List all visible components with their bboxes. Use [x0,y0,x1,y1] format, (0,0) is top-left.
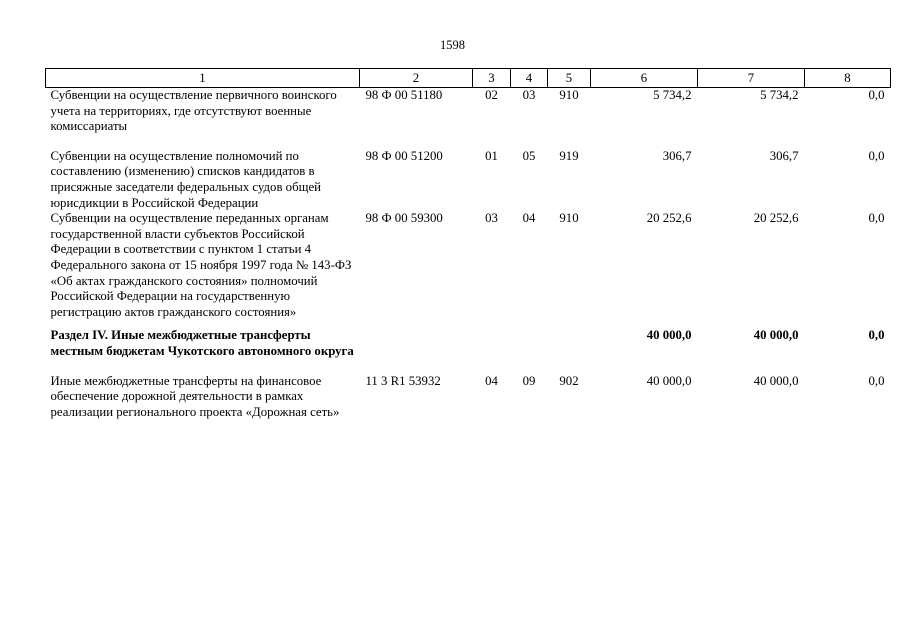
row-name: Раздел IV. Иные межбюджетные трансферты местным бюджетам Чукотского автономного округа [50,328,354,358]
row-subsection: 09 [522,373,536,388]
header-cell: 3 [473,69,511,88]
header-row [46,69,891,88]
row-code: 98 Ф 00 51200 [365,148,443,163]
row-admin-code: 910 [559,88,579,102]
row-admin-code [548,320,591,359]
row-admin-code: 919 [559,148,579,163]
row-section: 04 [485,373,498,388]
row-name: Субвенции на осуществление полномочий по составлению (изменению) списков кандидатов в присяжные заседатели федеральных судов общей юрисдикции в Российской Федерации [50,148,321,210]
header-cell: 8 [805,69,891,88]
row-section: 03 [485,211,498,226]
row-name: Иные межбюджетные трансферты на финансовое обеспечение дорожной деятельности в рамках реализации регионального проекта «Дорожная сеть» [50,373,340,419]
header-cell: 1 [46,69,360,88]
row-subsection [511,320,548,359]
row-name: Субвенции на осуществление переданных органам государственной власти субъектов Российской Федерации в соответствии с пунктом 1 статьи 4 Федерального закона от 15 ноября 1997 года № 143-ФЗ «Об актах гражданского состояния» полномочий Российской Федерации на государственную регистрацию актов гражданского состояния» [50,211,352,319]
row-value-7: 20 252,6 [753,211,799,226]
row-subsection: 03 [522,88,536,102]
row-value-7: 40 000,0 [753,328,799,343]
header-cell: 4 [511,69,548,88]
header-cell: 2 [360,69,473,88]
row-value-7: 306,7 [769,148,799,163]
row-value-7: 5 734,2 [760,88,799,102]
row-admin-code: 902 [559,373,579,388]
row-value-7: 40 000,0 [753,373,799,388]
header-cell: 7 [698,69,805,88]
row-value-6: 40 000,0 [646,328,692,343]
row-value-6: 306,7 [662,148,692,163]
row-code: 98 Ф 00 51180 [365,88,443,102]
row-value-8: 0,0 [868,328,885,343]
row-value-8: 0,0 [868,373,885,388]
table-row [46,360,891,421]
header-cell: 5 [548,69,591,88]
row-section: 01 [485,148,498,163]
row-value-8: 0,0 [868,88,885,102]
row-value-8: 0,0 [868,211,885,226]
row-code [360,320,473,359]
table-row [46,135,891,211]
row-subsection: 05 [522,148,536,163]
table-row-section [46,320,891,359]
row-value-6: 20 252,6 [646,211,692,226]
row-code: 98 Ф 00 59300 [365,211,443,226]
row-name: Субвенции на осуществление первичного воинского учета на территориях, где отсутствуют военные комиссариаты [50,88,337,134]
header-cell: 6 [591,69,698,88]
row-code: 11 3 R1 53932 [365,373,441,388]
row-value-8: 0,0 [868,148,885,163]
row-value-6: 40 000,0 [646,373,692,388]
row-section [473,320,511,359]
budget-table [45,68,891,420]
row-section: 02 [485,88,498,102]
page-number: 1598 [440,38,465,52]
table-row [46,211,891,320]
row-subsection: 04 [522,211,536,226]
row-value-6: 5 734,2 [653,88,692,102]
row-admin-code: 910 [559,211,579,226]
table-row [46,88,891,135]
